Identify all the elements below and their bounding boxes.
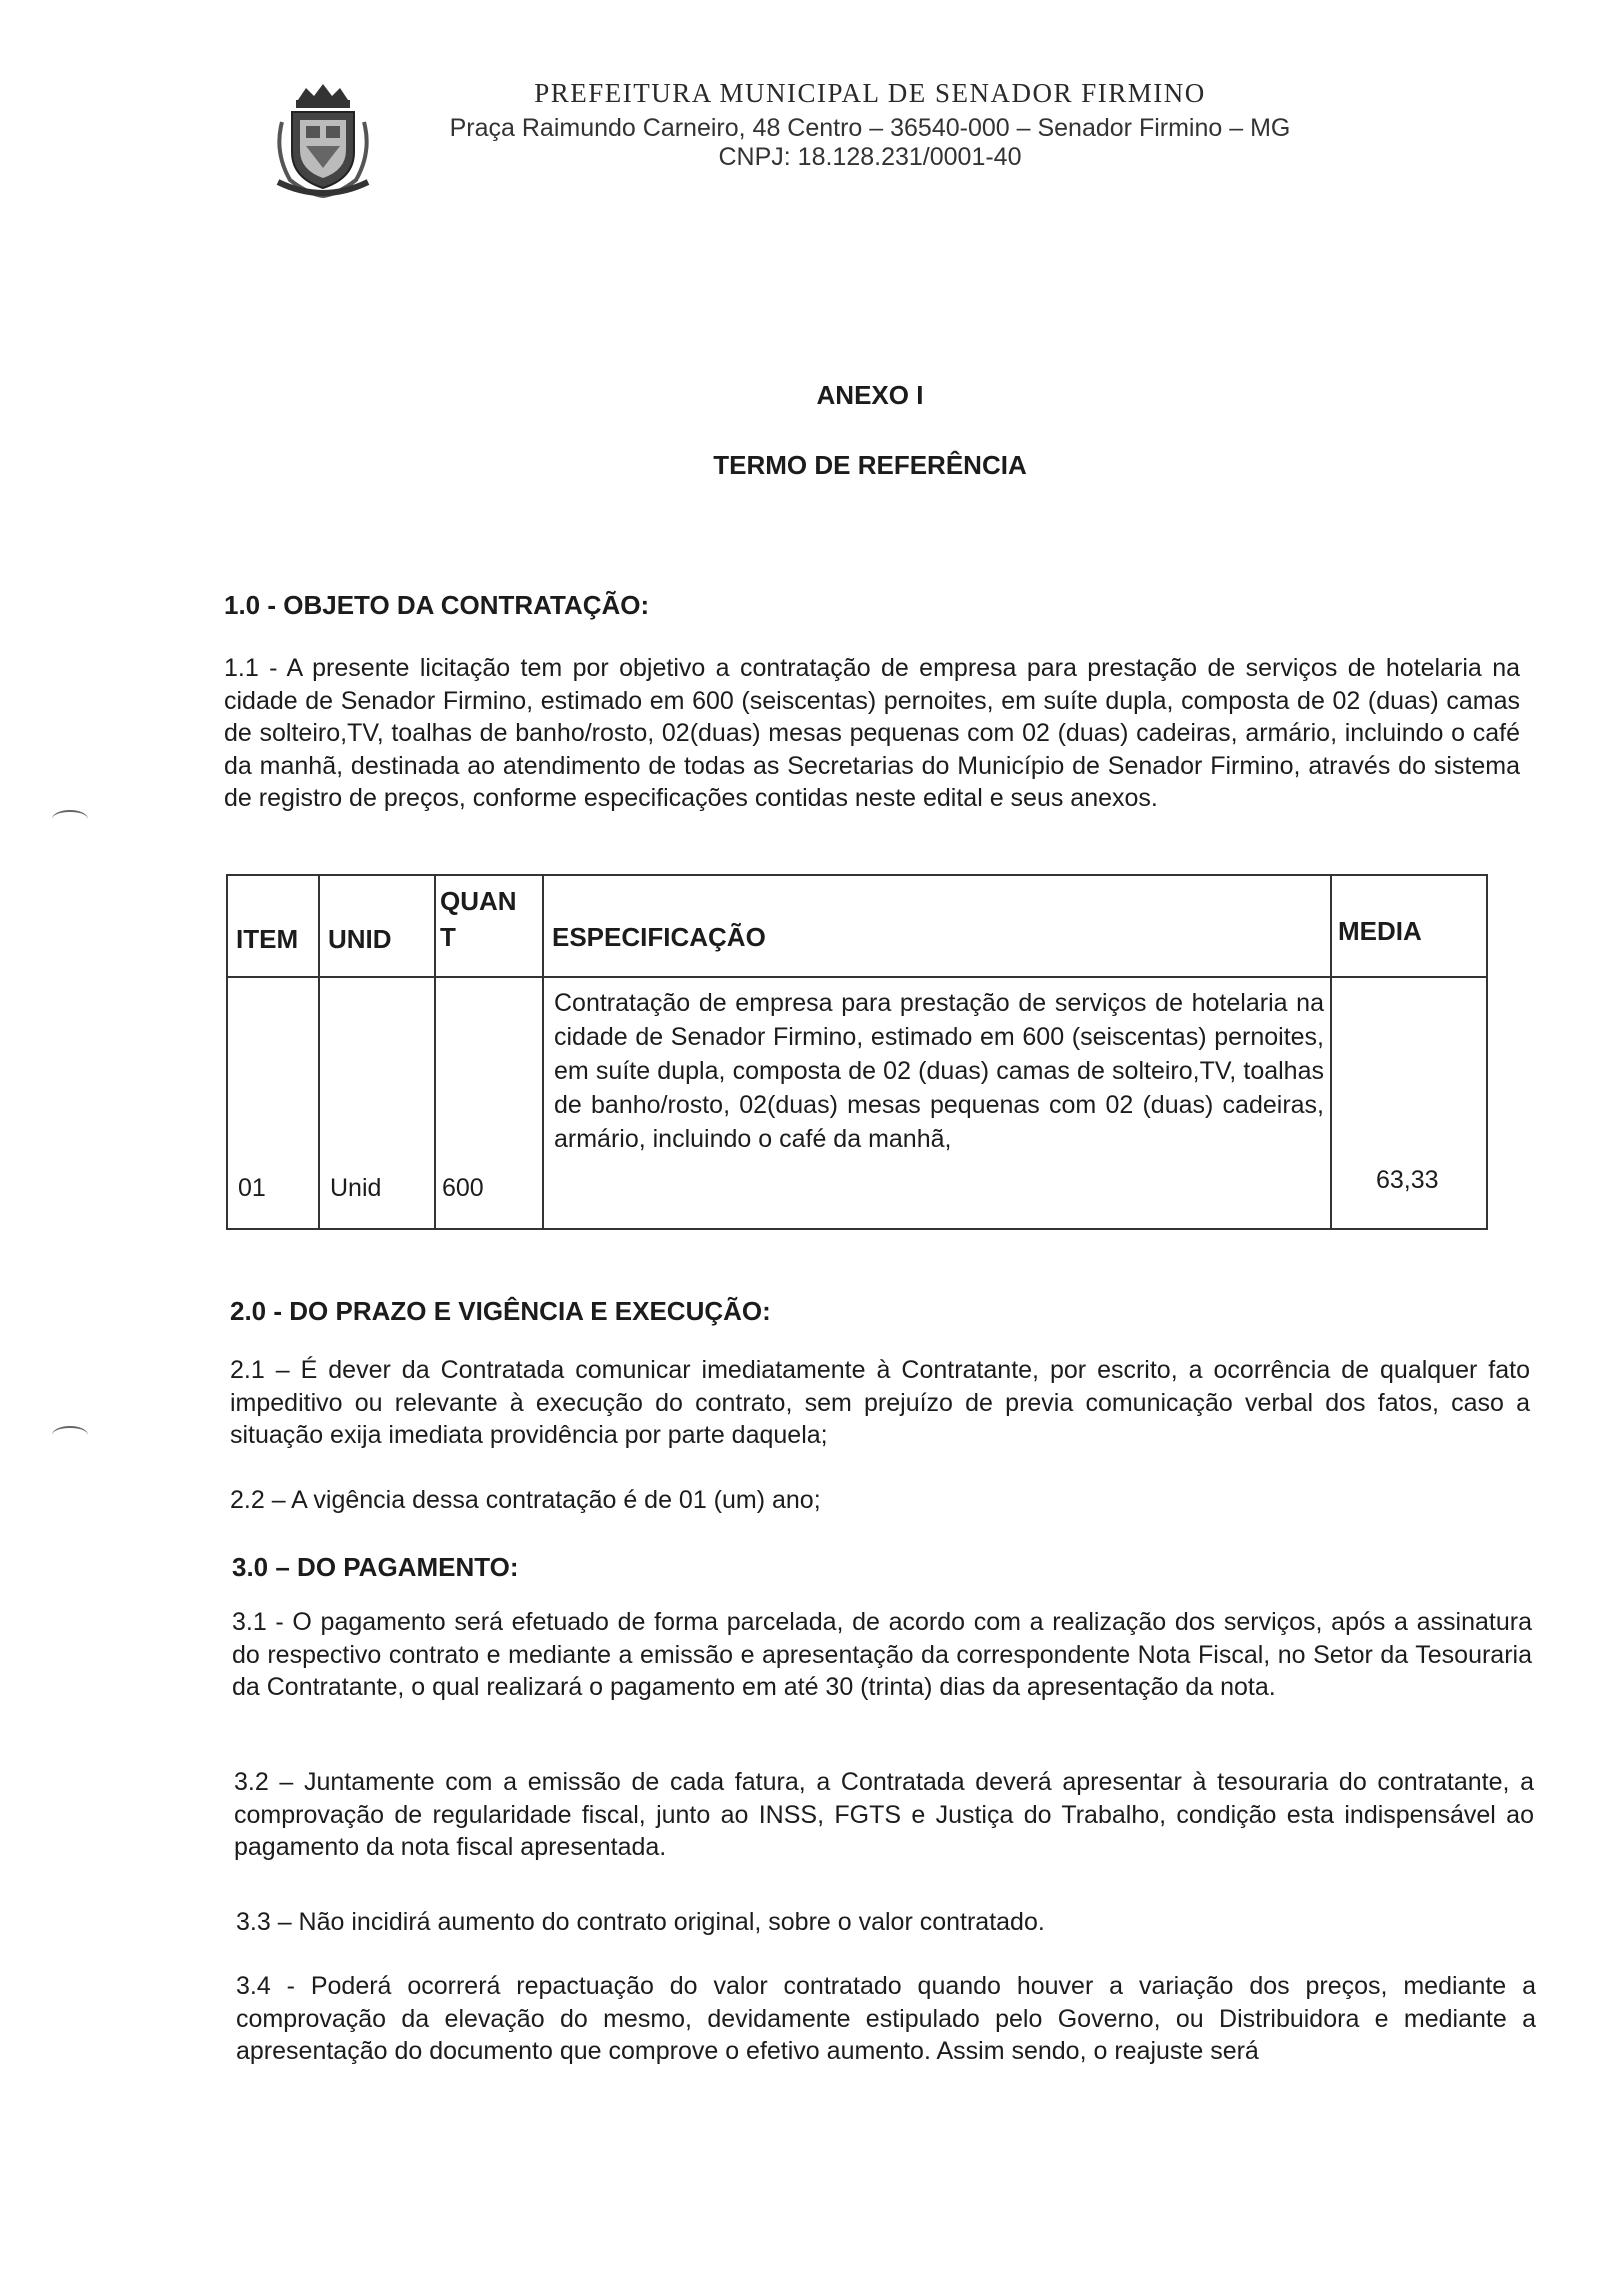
- section-3-paragraph-2: 3.2 – Juntamente com a emissão de cada fatura, a Contratada deverá apresentar à tesouraria do contratante, a comprovação de regularidade fiscal, junto ao INSS, FGTS e Justiça do Trabalho, condição esta indispensável ao pagamento da nota fiscal apresentada.: [234, 1768, 1534, 1861]
- header-media: MEDIA: [1338, 916, 1422, 946]
- cell-item: 01: [238, 1174, 266, 1202]
- header-item: ITEM: [236, 924, 299, 954]
- section-1-paragraph-1: 1.1 - A presente licitação tem por objetivo a contratação de empresa para prestação de serviços de hotelaria na cidade de Senador Firmino, estimado em 600 (seiscentas) pernoites, em suíte dupla, composta de 02 (duas) camas de solteiro,TV, toalhas de banho/rosto, 02(duas) mesas pequenas com 02 (duas) cadeiras, armário, incluindo o café da manhã, destinada ao atendimento de todas as Secretarias do Município de Senador Firmino, através do sistema de registro de preços, conforme especificações contidas neste edital e seus anexos.: [224, 654, 1520, 812]
- table-divider: [542, 876, 544, 1228]
- cell-unid: Unid: [330, 1174, 382, 1202]
- header-quant-line-1: QUAN: [440, 886, 517, 916]
- section-2-title: 2.0 - DO PRAZO E VIGÊNCIA E EXECUÇÃO:: [230, 1296, 771, 1326]
- margin-mark: [52, 1426, 88, 1444]
- cell-media: 63,33: [1376, 1166, 1439, 1194]
- items-table: [226, 874, 1488, 1230]
- section-3-paragraph-1: 3.1 - O pagamento será efetuado de forma parcelada, de acordo com a realização dos serviços, após a assinatura do respectivo contrato e mediante a emissão e apresentação da correspondente Nota Fiscal, no Setor da Tesouraria da Contratante, o qual realizará o pagamento em até 30 (trinta) dias da apresentação da nota.: [232, 1608, 1532, 1701]
- section-3-paragraph-4: 3.4 - Poderá ocorrerá repactuação do valor contratado quando houver a variação dos preços, mediante a comprovação da elevação do mesmo, devidamente estipulado pelo Governo, ou Distribuidora e mediante a apresentação do documento que comprove o efetivo aumento. Assim sendo, o reajuste será: [236, 1972, 1536, 2065]
- section-1-title: 1.0 - OBJETO DA CONTRATAÇÃO:: [224, 590, 650, 620]
- municipality-address: Praça Raimundo Carneiro, 48 Centro – 36540-000 – Senador Firmino – MG: [449, 114, 1291, 142]
- municipality-cnpj: CNPJ: 18.128.231/0001-40: [718, 143, 1022, 171]
- header-quant-line-2: T: [440, 922, 456, 952]
- cell-especificacao: Contratação de empresa para prestação de serviços de hotelaria na cidade de Senador Firmino, estimado em 600 (seiscentas) pernoites, em suíte dupla, composta de 02 (duas) camas de solteiro,TV, toalhas de banho/rosto, 02(duas) mesas pequenas com 02 (duas) cadeiras, armário, incluindo o café da manhã,: [554, 989, 1324, 1153]
- cell-quant: 600: [442, 1174, 484, 1202]
- section-3-title: 3.0 – DO PAGAMENTO:: [232, 1552, 519, 1582]
- table-divider: [1330, 876, 1332, 1228]
- document-title: TERMO DE REFERÊNCIA: [713, 450, 1027, 480]
- table-divider: [318, 876, 320, 1228]
- section-2-paragraph-1: 2.1 – É dever da Contratada comunicar imediatamente à Contratante, por escrito, a ocorrência de qualquer fato impeditivo ou relevante à execução do contrato, sem prejuízo de previa comunicação verbal dos fatos, caso a situação exija imediata providência por parte daquela;: [230, 1356, 1530, 1449]
- header-unid: UNID: [328, 924, 392, 954]
- margin-mark: [52, 810, 88, 828]
- annex-heading: ANEXO I: [816, 380, 924, 410]
- municipality-name: PREFEITURA MUNICIPAL DE SENADOR FIRMINO: [534, 78, 1206, 108]
- header-especificacao: ESPECIFICAÇÃO: [552, 922, 766, 952]
- table-header-divider: [228, 976, 1486, 978]
- table-divider: [434, 876, 436, 1228]
- section-2-paragraph-2: 2.2 – A vigência dessa contratação é de 01 (um) ano;: [230, 1486, 821, 1514]
- section-3-paragraph-3: 3.3 – Não incidirá aumento do contrato original, sobre o valor contratado.: [236, 1908, 1045, 1936]
